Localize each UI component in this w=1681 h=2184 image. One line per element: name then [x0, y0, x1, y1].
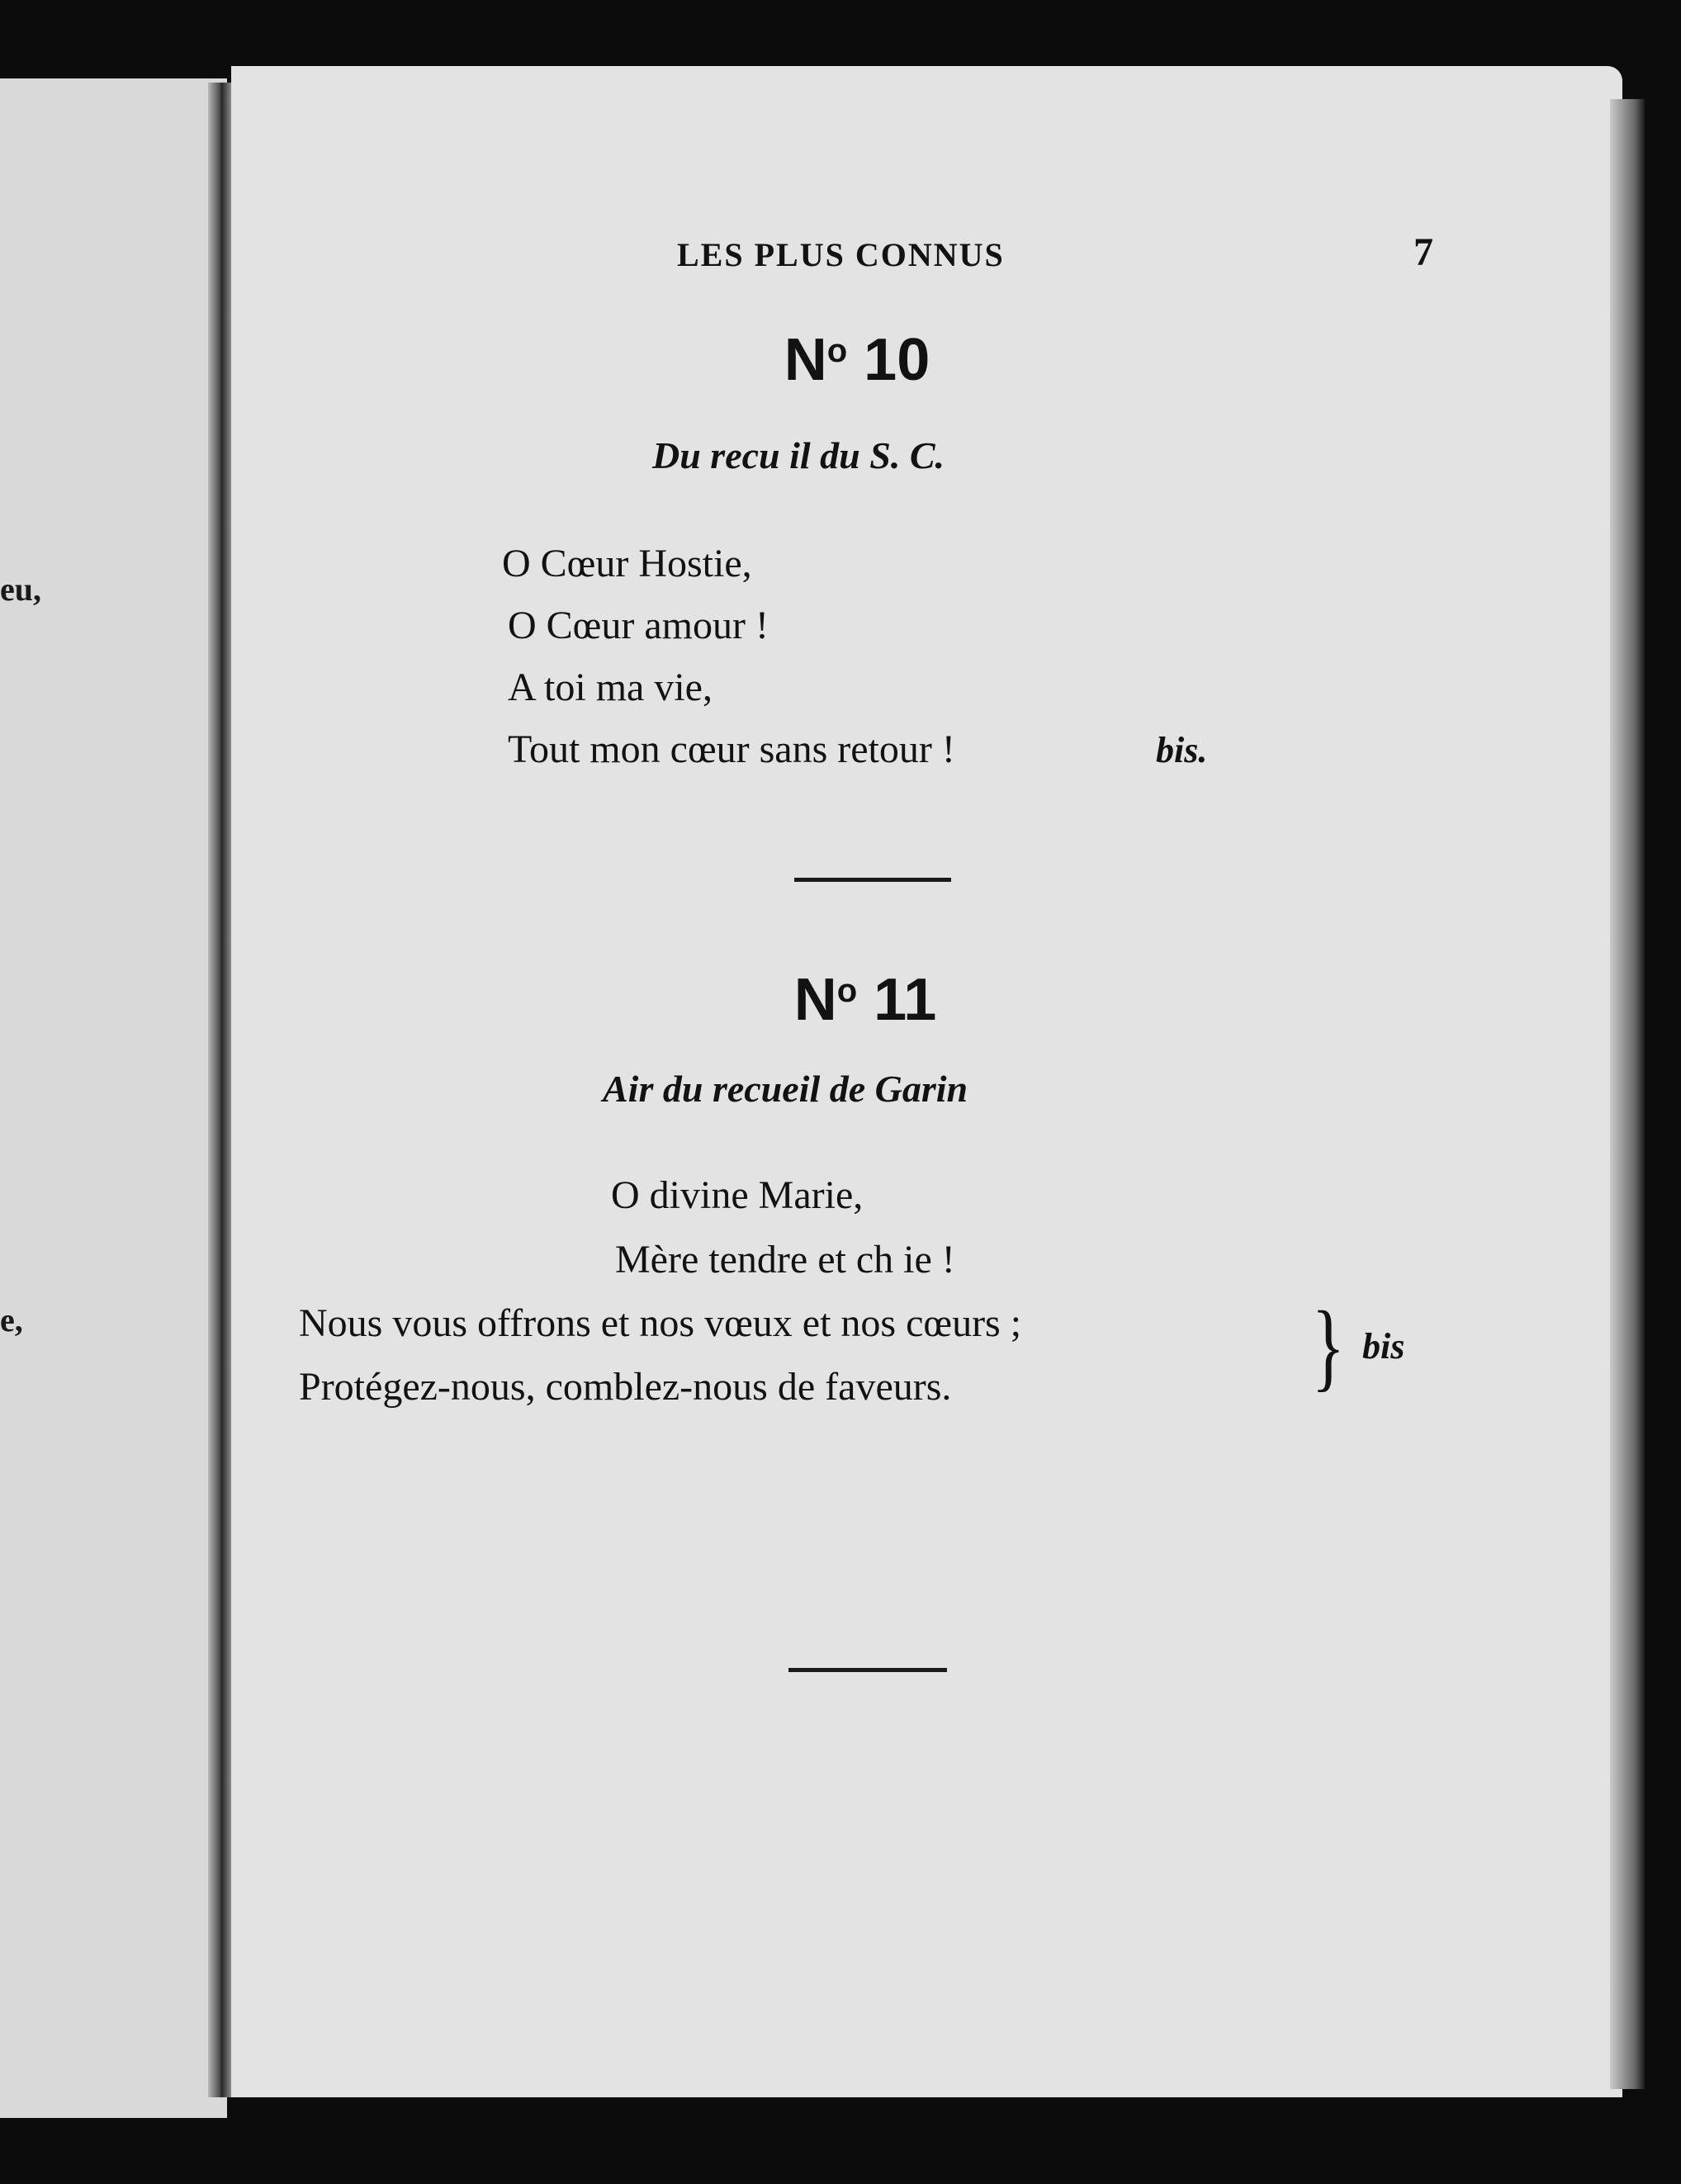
left-page-text-fragment: e,: [0, 1301, 23, 1338]
page-edge: [1610, 99, 1645, 2089]
hymn-source: Du recu il du S. C.: [652, 434, 945, 476]
running-title: LES PLUS CONNUS: [677, 236, 1005, 273]
repeat-mark: bis.: [1156, 730, 1208, 770]
verse-line: Nous vous offrons et nos vœux et nos cœurs ;: [299, 1301, 1022, 1345]
hymn-number-heading: $N^o$ 11: [793, 967, 937, 1033]
verse-line: Mère tendre et ch ie !: [615, 1238, 955, 1282]
verse-line: Tout mon cœur sans retour !: [508, 727, 955, 771]
brace-icon: }: [1311, 1291, 1345, 1400]
verse-line: A toi ma vie,: [508, 666, 713, 709]
section-divider: [788, 1668, 947, 1672]
verse-line: O Cœur amour !: [508, 604, 769, 647]
verse-line: Protégez-nous, comblez-nous de faveurs.: [299, 1365, 952, 1409]
verse-line: O Cœur Hostie,: [502, 542, 752, 585]
left-page-text-fragment: eu,: [0, 571, 41, 608]
hymn-source: Air du recueil de Garin: [603, 1068, 968, 1110]
hymn-number-heading: $N^o$ 10: [784, 327, 930, 393]
verse-line: O divine Marie,: [611, 1173, 864, 1217]
repeat-mark: bis: [1362, 1326, 1405, 1367]
section-divider: [794, 878, 951, 882]
page-number: 7: [1413, 230, 1433, 274]
